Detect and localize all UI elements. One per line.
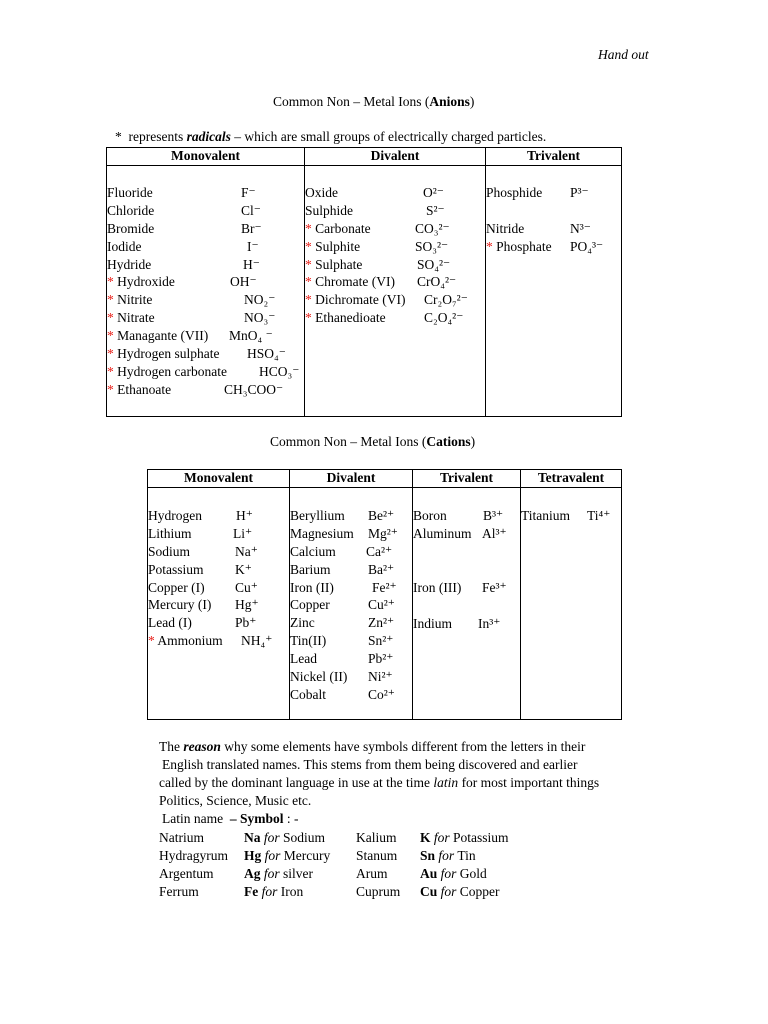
ion-name: Tin(II)	[290, 633, 327, 649]
radical-star-icon: *	[107, 292, 118, 308]
english-name: silver	[283, 866, 314, 881]
ion-name: Copper (I)	[148, 579, 205, 595]
ion-name: Magnesium	[290, 525, 354, 541]
radical-star-icon: *	[107, 310, 118, 326]
ion-row	[107, 238, 304, 256]
anions-divalent-cell	[305, 166, 486, 417]
latin-name: Cuprum	[356, 884, 401, 899]
english-name: Mercury	[283, 848, 331, 863]
ion-symbol: S²⁻	[426, 202, 445, 218]
radical-star-icon: *	[305, 292, 316, 308]
element-symbol: Sn	[420, 848, 436, 863]
ion-symbol: Ti⁴⁺	[587, 508, 611, 523]
ion-row	[290, 650, 412, 668]
english-name: Iron	[280, 884, 304, 899]
ion-name: Potassium	[148, 561, 204, 577]
ion-row	[107, 363, 304, 381]
for-word: for	[433, 830, 450, 845]
ion-row	[148, 614, 289, 632]
anions-header-trivalent: Trivalent	[486, 148, 622, 166]
latin-name: Arum	[356, 866, 388, 881]
ion-row	[290, 668, 412, 686]
ion-row	[148, 543, 289, 561]
ion-symbol: Al³⁺	[482, 525, 507, 541]
ion-symbol: Sn²⁺	[368, 633, 394, 649]
ion-name: Boron	[413, 508, 447, 523]
ion-name: Fluoride	[107, 185, 153, 200]
radical-star-icon: *	[305, 274, 316, 290]
element-symbol: Cu	[420, 884, 438, 899]
ion-name: Chloride	[107, 202, 155, 218]
cations-monovalent-cell	[148, 488, 290, 720]
ion-name: Cobalt	[290, 686, 326, 702]
reason-line-2: English translated names. This stems from them being discovered and earlier	[162, 757, 578, 772]
latin-name: Kalium	[356, 830, 397, 845]
anions-monovalent-cell	[107, 166, 305, 417]
latin-name: Stanum	[356, 848, 398, 863]
ion-symbol: H⁺	[236, 508, 253, 523]
ion-symbol: HCO₃⁻	[259, 363, 300, 379]
ion-symbol: Cu⁺	[235, 579, 258, 595]
ion-name: Aluminum	[413, 525, 472, 541]
ion-name: Hydrogen	[148, 508, 202, 523]
english-name: Sodium	[283, 830, 326, 845]
ion-row	[486, 220, 621, 238]
ion-row	[107, 184, 304, 202]
ion-symbol: HSO₄⁻	[247, 346, 286, 362]
english-name: Tin	[457, 848, 476, 863]
ion-symbol: Zn²⁺	[368, 615, 395, 631]
ion-name: Sulphite	[315, 238, 361, 254]
latin-symbol-entry	[420, 829, 509, 847]
cations-title: Common Non – Metal Ions (Cations)	[270, 434, 476, 449]
radical-star-icon: *	[107, 381, 118, 397]
for-word: for	[263, 866, 280, 881]
ion-row	[290, 686, 412, 704]
ion-name: Hydride	[107, 256, 152, 272]
ion-symbol: Be²⁺	[368, 508, 395, 523]
ion-row	[107, 291, 304, 309]
ion-symbol: Cr₂O₇²⁻	[424, 292, 468, 308]
element-symbol: Fe	[244, 884, 259, 899]
ion-row	[148, 507, 289, 525]
reason-line-3: called by the dominant language in use at the time latin for most important things	[159, 775, 600, 790]
ion-row	[107, 345, 304, 363]
for-word: for	[261, 884, 278, 899]
ion-name: Lead (I)	[148, 615, 192, 631]
ion-row	[305, 273, 485, 291]
ion-row	[290, 596, 412, 614]
ion-row	[290, 561, 412, 579]
reason-line-1: The reason why some elements have symbols different from the letters in their	[159, 739, 586, 754]
ion-name: Chromate (VI)	[315, 274, 395, 290]
for-word: for	[263, 830, 280, 845]
ion-name: Hydroxide	[117, 274, 175, 290]
ion-row	[107, 381, 304, 399]
ion-symbol: B³⁺	[483, 508, 504, 523]
ion-symbol: Mg²⁺	[368, 525, 398, 541]
ion-row	[486, 238, 621, 256]
latin-symbol-entry	[420, 883, 500, 901]
latin-heading: Latin name – Symbol : -	[162, 811, 299, 826]
ion-symbol: C₂O₄²⁻	[424, 310, 464, 326]
ion-name: Zinc	[290, 615, 315, 631]
for-word: for	[438, 848, 455, 863]
anions-title: Common Non – Metal Ions (Anions)	[273, 94, 475, 109]
latin-symbol-entry	[420, 865, 487, 883]
radical-star-icon: *	[305, 256, 316, 272]
ion-symbol: Br⁻	[241, 220, 262, 236]
ion-row	[290, 614, 412, 632]
ion-name: Hydrogen carbonate	[117, 363, 227, 379]
ion-symbol: Pb⁺	[235, 615, 257, 631]
ion-symbol: Ni²⁺	[368, 669, 393, 685]
ion-row	[107, 309, 304, 327]
ion-name: Carbonate	[315, 220, 371, 236]
ion-name: Lithium	[148, 525, 192, 541]
ion-symbol: NO₂⁻	[244, 292, 276, 308]
ion-symbol: I⁻	[247, 238, 259, 254]
ion-row	[305, 238, 485, 256]
ion-name: Bromide	[107, 220, 155, 236]
ion-symbol: CrO₄²⁻	[417, 274, 457, 290]
ion-symbol: Cl⁻	[241, 202, 261, 218]
ion-row	[413, 579, 520, 597]
for-word: for	[264, 848, 281, 863]
ion-row	[413, 525, 520, 543]
ion-name: Barium	[290, 561, 331, 577]
anions-trivalent-cell	[486, 166, 622, 417]
ion-row	[107, 220, 304, 238]
ion-symbol: Cu²⁺	[368, 597, 395, 613]
latin-symbol-entry	[244, 847, 330, 865]
anions-header-divalent: Divalent	[305, 148, 486, 166]
radical-star-icon: *	[107, 274, 118, 290]
ion-row	[148, 561, 289, 579]
ion-row	[148, 596, 289, 614]
element-symbol: Hg	[244, 848, 262, 863]
ion-row	[148, 579, 289, 597]
handout-label: Hand out	[598, 47, 649, 62]
radical-star-icon: *	[305, 238, 316, 254]
ion-symbol: PO₄³⁻	[570, 238, 604, 254]
anions-header-monovalent: Monovalent	[107, 148, 305, 166]
ion-row	[305, 202, 485, 220]
ion-name: Lead	[290, 651, 317, 667]
ion-row	[305, 291, 485, 309]
radical-star-icon: *	[148, 633, 158, 649]
ion-symbol: OH⁻	[230, 274, 257, 290]
ion-symbol: H⁻	[243, 256, 260, 272]
ion-symbol: Li⁺	[233, 525, 253, 541]
ion-row	[290, 507, 412, 525]
ion-name: Mercury (I)	[148, 597, 212, 613]
cations-tetravalent-cell	[521, 488, 622, 720]
ion-row	[107, 202, 304, 220]
english-name: Copper	[459, 884, 500, 899]
for-word: for	[440, 884, 457, 899]
ion-row	[305, 220, 485, 238]
ion-name: Ethanoate	[117, 381, 172, 397]
ion-name: Ethanedioate	[315, 310, 386, 326]
ion-name: Nitrite	[117, 292, 153, 308]
ion-name: Ammonium	[157, 633, 223, 649]
latin-name: Natrium	[159, 830, 204, 845]
cations-trivalent-cell	[413, 488, 521, 720]
ion-symbol: O²⁻	[423, 185, 444, 200]
ion-row	[413, 507, 520, 525]
for-word: for	[440, 866, 457, 881]
latin-name: Ferrum	[159, 884, 199, 899]
radical-star-icon: *	[305, 220, 316, 236]
ion-row	[148, 525, 289, 543]
ion-name: Nickel (II)	[290, 669, 348, 685]
ion-row	[107, 256, 304, 274]
ion-name: Nitrate	[117, 310, 155, 326]
ion-symbol: NH₄⁺	[241, 633, 273, 649]
ion-name: Sulphide	[305, 202, 354, 218]
reason-line-4: Politics, Science, Music etc.	[159, 793, 312, 808]
ion-symbol: K⁺	[235, 561, 252, 577]
ion-symbol: Fe²⁺	[372, 579, 397, 595]
ion-row	[413, 615, 520, 633]
radical-star-icon: *	[305, 310, 316, 326]
anions-table	[106, 147, 622, 417]
ion-name: Sulphate	[315, 256, 363, 272]
ion-row	[305, 184, 485, 202]
ion-symbol: CO₃²⁻	[415, 220, 450, 236]
element-symbol: K	[420, 830, 431, 845]
cations-header-divalent: Divalent	[290, 470, 413, 488]
cations-divalent-cell	[290, 488, 413, 720]
ion-name: Titanium	[521, 508, 571, 523]
ion-name: Phosphide	[486, 185, 543, 200]
english-name: Potassium	[453, 830, 509, 845]
ion-row	[305, 309, 485, 327]
ion-symbol: P³⁻	[570, 185, 589, 200]
ion-row	[107, 273, 304, 291]
ion-row	[290, 579, 412, 597]
radicals-note: * represents radicals – which are small groups of electrically charged particles.	[115, 129, 547, 144]
ion-symbol: Pb²⁺	[368, 651, 394, 667]
ion-name: Sodium	[148, 543, 191, 559]
ion-symbol: N³⁻	[570, 220, 591, 236]
cations-header-trivalent: Trivalent	[413, 470, 521, 488]
english-name: Gold	[459, 866, 487, 881]
radical-star-icon: *	[486, 238, 497, 254]
ion-row	[290, 525, 412, 543]
ion-symbol: F⁻	[241, 185, 256, 200]
ion-name: Dichromate (VI)	[315, 292, 406, 308]
ion-row	[486, 184, 621, 202]
ion-name: Iodide	[107, 238, 142, 254]
ion-name: Oxide	[305, 185, 338, 200]
latin-symbol-entry	[420, 847, 476, 865]
ion-name: Nitride	[486, 220, 525, 236]
cations-table	[147, 469, 622, 720]
ion-row	[521, 507, 621, 525]
radical-star-icon: *	[107, 363, 118, 379]
ion-symbol: SO₄²⁻	[417, 256, 451, 272]
ion-name: Managante (VII)	[117, 328, 209, 344]
ion-symbol: CH₃COO⁻	[224, 381, 284, 397]
latin-symbol-entry	[244, 883, 303, 901]
ion-symbol: NO₃⁻	[244, 310, 276, 326]
ion-symbol: In³⁺	[478, 615, 501, 631]
ion-name: Copper	[290, 597, 330, 613]
ion-name: Iron (II)	[290, 579, 334, 595]
latin-name: Hydragyrum	[159, 848, 228, 863]
ion-symbol: MnO₄ ⁻	[229, 328, 273, 344]
ion-row	[290, 543, 412, 561]
ion-name: Iron (III)	[413, 579, 462, 595]
latin-name: Argentum	[159, 866, 214, 881]
ion-row	[148, 632, 289, 650]
ion-row	[290, 632, 412, 650]
cations-header-tetravalent: Tetravalent	[521, 470, 622, 488]
ion-symbol: Co²⁺	[368, 686, 395, 702]
ion-name: Beryllium	[290, 508, 345, 523]
ion-symbol: Hg⁺	[235, 597, 259, 613]
ion-name: Hydrogen sulphate	[117, 346, 220, 362]
ion-name: Indium	[413, 615, 452, 631]
element-symbol: Na	[244, 830, 261, 845]
radical-star-icon: *	[107, 328, 118, 344]
ion-row	[107, 327, 304, 345]
element-symbol: Au	[420, 866, 438, 881]
latin-symbol-entry	[244, 829, 325, 847]
ion-row	[305, 256, 485, 274]
ion-name: Calcium	[290, 543, 336, 559]
ion-symbol: SO₃²⁻	[415, 238, 449, 254]
ion-symbol: Ba²⁺	[368, 561, 395, 577]
ion-symbol: Ca²⁺	[366, 543, 393, 559]
cations-header-monovalent: Monovalent	[148, 470, 290, 488]
ion-name: Phosphate	[496, 238, 552, 254]
ion-symbol: Na⁺	[235, 543, 258, 559]
radical-star-icon: *	[107, 346, 118, 362]
element-symbol: Ag	[244, 866, 261, 881]
ion-symbol: Fe³⁺	[482, 579, 507, 595]
latin-symbol-entry	[244, 865, 313, 883]
